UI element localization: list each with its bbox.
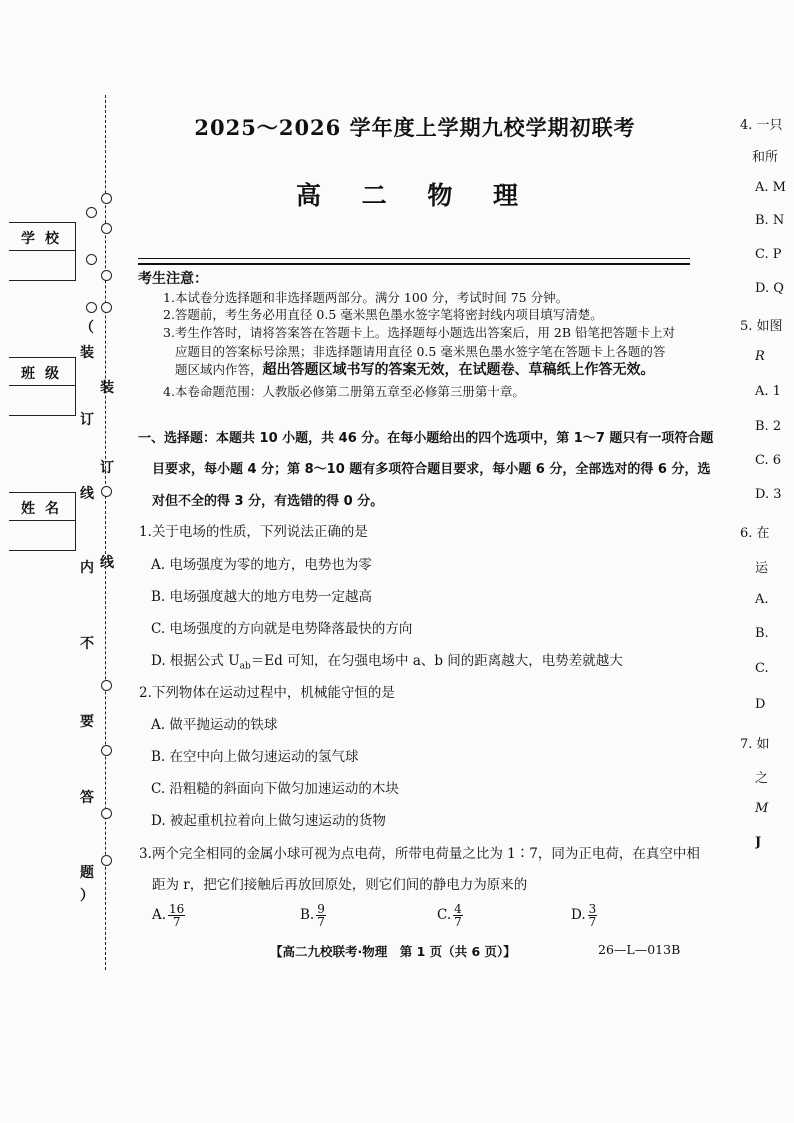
right-col-text: D — [755, 697, 766, 712]
binding-hole — [86, 207, 97, 218]
section-instruction: 一、选择题：本题共 10 小题，共 46 分。在每小题给出的四个选项中，第 1～7 题只有一项符合题 — [138, 431, 714, 446]
option-label: C. — [437, 907, 452, 923]
right-col-text: 运 — [755, 561, 769, 576]
right-col-text: 7. 如 — [740, 737, 770, 752]
notice-item: 1.本试卷分选择题和非选择题两部分。满分 100 分，考试时间 75 分钟。 — [163, 290, 569, 305]
option-a[interactable]: A. 做平抛运动的铁球 — [151, 717, 278, 733]
name-field[interactable] — [9, 492, 76, 551]
option-d[interactable]: D. 被起重机拉着向上做匀速运动的货物 — [151, 813, 386, 829]
option-a[interactable] — [152, 903, 185, 928]
right-col-text: A. 1 — [755, 384, 781, 399]
binding-hole — [101, 745, 112, 756]
notice-item: 2.答题前，考生务必用直径 0.5 毫米黑色墨水签字笔将密封线内项目填写清楚。 — [163, 307, 603, 322]
binding-hole — [101, 223, 112, 234]
right-col-text: C. 6 — [755, 453, 782, 468]
option-d[interactable] — [151, 649, 623, 672]
option-d[interactable] — [571, 903, 597, 928]
question-stem: 距为 r，把它们接触后再放回原处，则它们间的静电力为原来的 — [152, 877, 528, 893]
option-c[interactable] — [437, 903, 463, 928]
binding-hole — [101, 680, 112, 691]
right-col-text: A. M — [755, 180, 786, 195]
right-col-text: D. Q — [755, 281, 784, 296]
seal-char: 答 — [80, 790, 94, 806]
denominator: 7 — [454, 915, 462, 929]
binding-hole — [86, 254, 97, 265]
question-stem: 2.下列物体在运动过程中，机械能守恒的是 — [139, 685, 395, 701]
right-col-text: 和所 — [752, 150, 779, 165]
seal-char: 线 — [100, 555, 114, 571]
right-col-text: J — [755, 835, 762, 850]
option-label: A. — [152, 907, 167, 923]
denominator: 7 — [172, 915, 181, 929]
exam-subject: 高 二 物 理 — [295, 181, 535, 210]
option-c[interactable]: C. 电场强度的方向就是电势降落最快的方向 — [151, 621, 413, 637]
option-label: D. — [571, 907, 586, 923]
fraction — [168, 903, 185, 928]
exam-title: 2025～2026 学年度上学期九校学期初联考 — [194, 115, 636, 140]
right-col-text: 之 — [755, 771, 769, 786]
right-col-text: 5. 如图 — [740, 319, 783, 334]
seal-char: 不 — [80, 636, 94, 652]
fraction — [453, 903, 463, 928]
class-field[interactable] — [9, 357, 76, 416]
seal-char: 订 — [80, 412, 94, 428]
binding-hole — [86, 302, 97, 313]
binding-hole — [101, 486, 112, 497]
numerator: 3 — [588, 902, 597, 916]
fraction — [316, 903, 326, 928]
numerator: 16 — [169, 902, 185, 916]
subscript: ab — [239, 661, 251, 672]
section-instruction: 对但不全的得 3 分，有选错的得 0 分。 — [152, 494, 384, 509]
option-b[interactable]: B. 电场强度越大的地方电势一定越高 — [151, 589, 373, 605]
option-label: B. — [300, 907, 315, 923]
numerator: 4 — [454, 902, 462, 916]
right-col-text: D. 3 — [755, 487, 782, 502]
section-instruction: 目要求，每小题 4 分；第 8～10 题有多项符合题目要求，每小题 6 分，全部选对的得 6 分，选 — [152, 462, 711, 477]
seal-char: 装 — [80, 345, 94, 361]
right-col-text: B. 2 — [755, 419, 782, 434]
notice-title: 考生注意： — [138, 271, 208, 287]
right-col-text: 6. 在 — [740, 526, 770, 541]
notice-warning: 超出答题区域书写的答案无效，在试题卷、草稿纸上作答无效。 — [262, 362, 655, 378]
seal-char: 装 — [100, 380, 114, 396]
binding-hole — [101, 302, 112, 313]
binding-hole — [101, 193, 112, 204]
denominator: 7 — [317, 915, 325, 929]
option-a[interactable]: A. 电场强度为零的地方，电势也为零 — [151, 557, 372, 573]
class-label: 班级 — [21, 366, 69, 382]
notice-item-text: 题区域内作答， — [175, 362, 263, 377]
right-col-text: C. — [755, 661, 769, 676]
page-footer: 【高二九校联考·物理 第 1 页（共 6 页）】 — [270, 944, 516, 959]
right-col-text: B. N — [755, 213, 785, 228]
binding-hole — [101, 808, 112, 819]
header-rule — [138, 263, 690, 265]
denominator: 7 — [588, 915, 597, 929]
fraction — [588, 903, 598, 928]
notice-item: 4.本卷命题范围：人教版必修第二册第五章至必修第三册第十章。 — [163, 384, 525, 399]
seal-char: 内 — [80, 560, 94, 576]
seal-char: ） — [80, 888, 94, 904]
right-col-text: M — [755, 801, 769, 816]
right-col-text: A. — [755, 592, 769, 607]
school-field[interactable] — [9, 222, 76, 281]
school-label: 学校 — [21, 231, 69, 247]
name-label: 姓名 — [21, 501, 69, 517]
numerator: 9 — [317, 902, 325, 916]
option-d-text: ＝Ed 可知，在匀强电场中 a、b 间的距离越大，电势差就越大 — [250, 653, 623, 669]
option-d-text: D. 根据公式 U — [151, 653, 240, 669]
option-c[interactable]: C. 沿粗糙的斜面向下做匀加速运动的木块 — [151, 781, 399, 797]
seal-char: 题 — [80, 865, 94, 881]
notice-item: 3.考生作答时，请将答案答在答题卡上。选择题每小题选出答案后，用 2B 铅笔把答题卡上对 — [163, 325, 676, 340]
seal-char: （ — [80, 320, 94, 336]
notice-item: 应题目的答案标号涂黑；非选择题请用直径 0.5 毫米黑色墨水签字笔在答题卡上各题的答 — [175, 344, 666, 359]
seal-char: 订 — [100, 460, 114, 476]
binding-hole — [101, 270, 112, 281]
header-rule — [138, 258, 690, 259]
right-col-text: R — [755, 349, 765, 364]
seal-char: 线 — [80, 486, 94, 502]
option-b[interactable] — [300, 903, 326, 928]
right-col-text: 4. 一只 — [740, 118, 783, 133]
seal-char: 要 — [80, 714, 94, 730]
question-stem: 1.关于电场的性质，下列说法正确的是 — [139, 524, 368, 540]
binding-hole — [101, 855, 112, 866]
option-b[interactable]: B. 在空中向上做匀速运动的氢气球 — [151, 749, 359, 765]
exam-code: 26—L—013B — [598, 942, 681, 957]
right-col-text: C. P — [755, 247, 782, 262]
notice-item — [175, 362, 655, 378]
question-stem: 3.两个完全相同的金属小球可视为点电荷，所带电荷量之比为 1∶7，同为正电荷，在真空中相 — [139, 846, 700, 862]
right-col-text: B. — [755, 626, 769, 641]
